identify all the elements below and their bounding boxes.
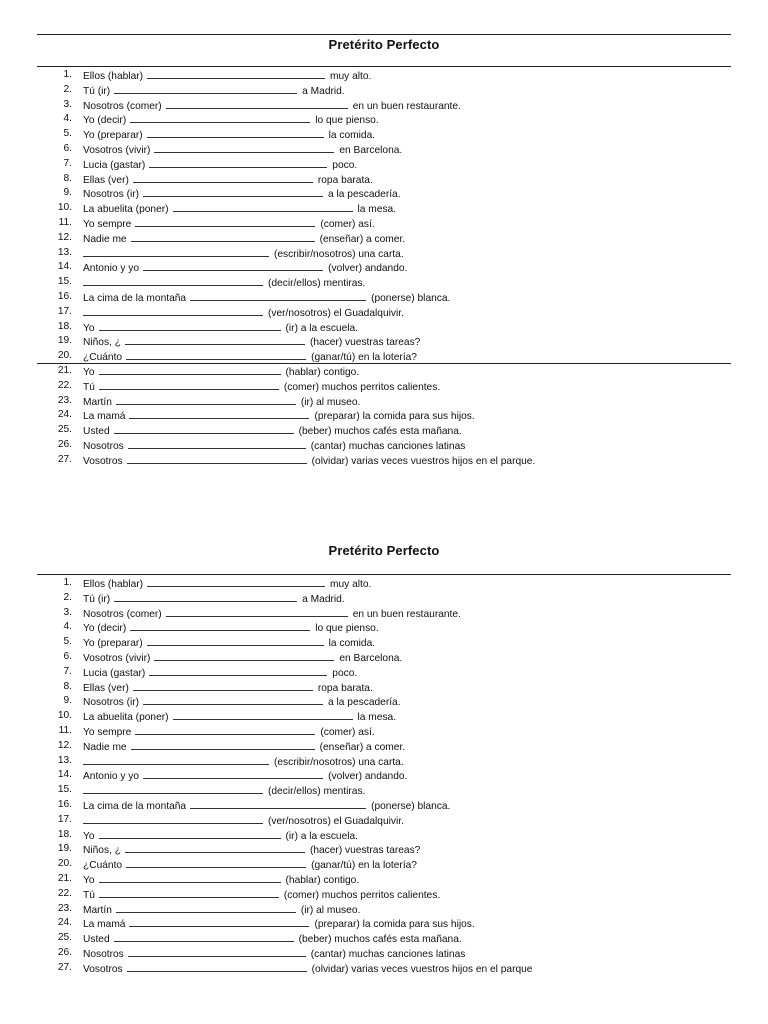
item-prompt: La cima de la montaña bbox=[83, 801, 187, 812]
item-number: 5. bbox=[63, 128, 72, 140]
item-number: 14. bbox=[57, 261, 72, 273]
item-number: 14. bbox=[57, 769, 72, 781]
item-prompt: Nosotros (ir) bbox=[83, 697, 140, 709]
item-number: 26. bbox=[57, 947, 72, 958]
item-completion: muy alto. bbox=[330, 71, 372, 82]
item-prompt: Antonio y yo bbox=[83, 771, 140, 783]
item-completion: la comida. bbox=[328, 638, 376, 650]
item-number: 13. bbox=[57, 246, 72, 258]
item-number: 27. bbox=[57, 453, 72, 465]
item-number: 1. bbox=[63, 69, 72, 80]
item-prompt: Yo bbox=[83, 322, 95, 334]
item-completion: (ver/nosotros) el Guadalquivir. bbox=[268, 815, 404, 827]
item-number: 26. bbox=[57, 439, 72, 450]
item-completion: a la pescadería. bbox=[328, 697, 401, 709]
item-completion: (ir) al museo. bbox=[300, 904, 361, 916]
item-completion: lo que pienso. bbox=[315, 115, 379, 127]
item-number: 8. bbox=[63, 680, 72, 692]
answer-blank[interactable] bbox=[114, 82, 297, 94]
answer-blank[interactable] bbox=[99, 319, 281, 331]
item-number: 11. bbox=[58, 725, 72, 736]
item-completion: la mesa. bbox=[357, 712, 397, 724]
item-completion: (volver) andando. bbox=[328, 771, 408, 783]
item-completion: lo que pienso. bbox=[315, 623, 379, 635]
item-prompt: Ellas (ver) bbox=[83, 682, 129, 694]
item-prompt: Yo (preparar) bbox=[83, 638, 143, 650]
item-completion: (preparar) la comida para sus hijos. bbox=[314, 411, 475, 423]
item-prompt: Vosotros bbox=[83, 963, 123, 975]
item-number: 22. bbox=[57, 887, 72, 899]
item-number: 7. bbox=[63, 157, 72, 169]
item-prompt: Niños, ¿ bbox=[83, 845, 121, 857]
item-prompt: Yo (preparar) bbox=[83, 130, 143, 142]
item-prompt: Nosotros (comer) bbox=[83, 100, 162, 112]
item-completion: (comer) muchos perritos calientes. bbox=[283, 889, 441, 901]
answer-blank[interactable] bbox=[114, 930, 294, 942]
item-completion: (decir/ellos) mentiras. bbox=[268, 786, 366, 798]
item-prompt: Ellos (hablar) bbox=[83, 579, 144, 590]
item-number: 21. bbox=[57, 365, 72, 376]
answer-blank[interactable] bbox=[128, 945, 306, 957]
item-number: 12. bbox=[57, 739, 72, 751]
item-number: 10. bbox=[57, 710, 72, 722]
answer-blank[interactable] bbox=[166, 605, 348, 617]
item-number: 20. bbox=[57, 858, 72, 870]
item-completion: a Madrid. bbox=[302, 593, 345, 605]
item-completion: (hacer) vuestras tareas? bbox=[309, 337, 421, 349]
answer-blank[interactable] bbox=[128, 437, 306, 449]
item-number: 6. bbox=[63, 143, 72, 154]
item-number: 8. bbox=[63, 172, 72, 184]
item-number: 21. bbox=[57, 873, 72, 884]
item-number: 7. bbox=[63, 665, 72, 677]
answer-blank[interactable] bbox=[154, 649, 334, 661]
item-prompt: Vosotros bbox=[83, 455, 123, 467]
item-completion: (ganar/tú) en la lotería? bbox=[311, 352, 417, 364]
answer-blank[interactable] bbox=[149, 156, 327, 168]
item-number: 18. bbox=[57, 320, 72, 332]
item-prompt: Vosotros (vivir) bbox=[83, 145, 151, 156]
item-completion: (olvidar) varias veces vuestros hijos en el parque bbox=[311, 963, 533, 975]
item-completion: a la pescadería. bbox=[328, 189, 401, 201]
item-prompt: Nosotros bbox=[83, 949, 124, 960]
item-prompt: Nosotros (comer) bbox=[83, 608, 162, 620]
item-prompt: La mamá bbox=[83, 411, 126, 423]
item-number: 6. bbox=[63, 651, 72, 662]
item-completion: (hacer) vuestras tareas? bbox=[309, 845, 421, 857]
item-number: 17. bbox=[57, 813, 72, 825]
item-completion: (ir) a la escuela. bbox=[285, 830, 359, 842]
item-number: 19. bbox=[57, 843, 72, 855]
item-number: 25. bbox=[57, 424, 72, 436]
answer-blank[interactable] bbox=[127, 452, 307, 464]
item-number: 2. bbox=[63, 83, 72, 95]
item-completion: ropa barata. bbox=[317, 682, 373, 694]
item-completion: poco. bbox=[332, 667, 358, 679]
item-completion: (cantar) muchas canciones latinas bbox=[310, 441, 466, 452]
answer-blank[interactable] bbox=[133, 679, 313, 691]
answer-blank[interactable] bbox=[129, 407, 309, 419]
answer-blank[interactable] bbox=[143, 259, 323, 271]
answer-blank[interactable] bbox=[116, 901, 296, 913]
answer-blank[interactable] bbox=[83, 245, 269, 257]
item-completion: (volver) andando. bbox=[328, 263, 408, 275]
answer-blank[interactable] bbox=[125, 333, 305, 345]
item-prompt: Yo (decir) bbox=[83, 115, 127, 127]
item-prompt: Lucia (gastar) bbox=[83, 159, 146, 171]
item-number: 4. bbox=[63, 621, 72, 633]
answer-blank[interactable] bbox=[83, 753, 269, 765]
item-prompt: ¿Cuánto bbox=[83, 860, 123, 872]
item-number: 9. bbox=[63, 695, 72, 707]
item-prompt: Nosotros bbox=[83, 441, 124, 452]
item-prompt: Nadie me bbox=[83, 741, 127, 753]
answer-blank[interactable] bbox=[190, 797, 366, 809]
item-number: 5. bbox=[63, 636, 72, 648]
item-completion: (ganar/tú) en la lotería? bbox=[311, 860, 417, 872]
answer-blank[interactable] bbox=[147, 634, 324, 646]
item-number: 3. bbox=[63, 606, 72, 618]
item-number: 23. bbox=[57, 902, 72, 914]
item-completion: (comer) muchos perritos calientes. bbox=[283, 381, 441, 393]
item-number: 2. bbox=[63, 591, 72, 603]
item-prompt: Yo sempre bbox=[83, 727, 132, 738]
answer-blank[interactable] bbox=[99, 871, 281, 883]
answer-blank[interactable] bbox=[129, 915, 309, 927]
item-prompt: Yo bbox=[83, 875, 95, 886]
answer-blank[interactable] bbox=[130, 619, 310, 631]
item-number: 3. bbox=[63, 98, 72, 110]
item-completion: en un buen restaurante. bbox=[352, 100, 461, 112]
item-number: 13. bbox=[57, 754, 72, 766]
answer-blank[interactable] bbox=[166, 97, 348, 109]
answer-blank[interactable] bbox=[147, 67, 325, 79]
answer-blank[interactable] bbox=[83, 274, 263, 286]
item-prompt: Tú bbox=[83, 889, 95, 901]
item-completion: (beber) muchos cafés esta mañana. bbox=[298, 934, 462, 946]
item-number: 12. bbox=[57, 231, 72, 243]
item-completion: (comer) así. bbox=[320, 727, 375, 738]
item-number: 23. bbox=[57, 394, 72, 406]
item-number: 15. bbox=[57, 276, 72, 288]
item-completion: (decir/ellos) mentiras. bbox=[268, 278, 366, 290]
item-completion: (escribir/nosotros) una carta. bbox=[274, 248, 404, 260]
item-completion: (ir) al museo. bbox=[300, 396, 361, 408]
item-completion: en Barcelona. bbox=[339, 145, 403, 156]
item-completion: (olvidar) varias veces vuestros hijos en el parque. bbox=[311, 455, 536, 467]
item-completion: a Madrid. bbox=[302, 85, 345, 97]
answer-blank[interactable] bbox=[154, 141, 334, 153]
item-completion: (comer) así. bbox=[320, 219, 375, 230]
answer-blank[interactable] bbox=[131, 230, 315, 242]
answer-blank[interactable] bbox=[126, 856, 306, 868]
answer-blank[interactable] bbox=[149, 664, 327, 676]
item-number: 1. bbox=[63, 577, 72, 588]
item-number: 4. bbox=[63, 113, 72, 125]
answer-blank[interactable] bbox=[116, 393, 296, 405]
item-completion: (ver/nosotros) el Guadalquivir. bbox=[268, 307, 404, 319]
item-completion: (preparar) la comida para sus hijos. bbox=[314, 919, 475, 931]
item-prompt: La abuelita (poner) bbox=[83, 204, 169, 216]
answer-blank[interactable] bbox=[83, 782, 263, 794]
item-completion: (hablar) contigo. bbox=[285, 367, 360, 378]
item-prompt: Martín bbox=[83, 904, 112, 916]
answer-blank[interactable] bbox=[114, 590, 297, 602]
item-prompt: Niños, ¿ bbox=[83, 337, 121, 349]
answer-blank[interactable] bbox=[99, 378, 279, 390]
item-prompt: Ellos (hablar) bbox=[83, 71, 144, 82]
answer-blank[interactable] bbox=[135, 723, 315, 735]
item-prompt: Vosotros (vivir) bbox=[83, 653, 151, 664]
answer-blank[interactable] bbox=[143, 693, 323, 705]
answer-blank[interactable] bbox=[99, 886, 279, 898]
item-completion: muy alto. bbox=[330, 579, 372, 590]
item-number: 16. bbox=[57, 291, 72, 302]
item-prompt: Nosotros (ir) bbox=[83, 189, 140, 201]
item-completion: ropa barata. bbox=[317, 174, 373, 186]
item-prompt: Antonio y yo bbox=[83, 263, 140, 275]
item-completion: en un buen restaurante. bbox=[352, 608, 461, 620]
answer-blank[interactable] bbox=[83, 812, 263, 824]
item-completion: la mesa. bbox=[357, 204, 397, 216]
item-prompt: Ellas (ver) bbox=[83, 174, 129, 186]
answer-blank[interactable] bbox=[131, 738, 315, 750]
item-number: 16. bbox=[57, 799, 72, 810]
item-completion: (ir) a la escuela. bbox=[285, 322, 359, 334]
answer-blank[interactable] bbox=[147, 575, 325, 587]
item-number: 24. bbox=[57, 409, 72, 421]
answer-blank[interactable] bbox=[99, 363, 281, 375]
item-number: 19. bbox=[57, 335, 72, 347]
item-completion: la comida. bbox=[328, 130, 376, 142]
answer-blank[interactable] bbox=[143, 767, 323, 779]
answer-blank[interactable] bbox=[173, 708, 353, 720]
answer-blank[interactable] bbox=[127, 960, 307, 972]
item-completion: (enseñar) a comer. bbox=[319, 233, 406, 245]
item-prompt: Tú bbox=[83, 381, 95, 393]
item-number: 18. bbox=[57, 828, 72, 840]
item-number: 24. bbox=[57, 917, 72, 929]
item-prompt: Martín bbox=[83, 396, 112, 408]
item-number: 10. bbox=[57, 202, 72, 214]
item-prompt: ¿Cuánto bbox=[83, 352, 123, 364]
item-prompt: Usted bbox=[83, 934, 110, 946]
answer-blank[interactable] bbox=[173, 200, 353, 212]
answer-blank[interactable] bbox=[99, 827, 281, 839]
answer-blank[interactable] bbox=[125, 841, 305, 853]
item-prompt: Yo bbox=[83, 830, 95, 842]
item-number: 9. bbox=[63, 187, 72, 199]
item-completion: (ponerse) blanca. bbox=[371, 801, 451, 812]
item-prompt: La mamá bbox=[83, 919, 126, 931]
item-prompt: Yo bbox=[83, 367, 95, 378]
item-prompt: Usted bbox=[83, 426, 110, 438]
answer-blank[interactable] bbox=[126, 348, 306, 360]
item-number: 25. bbox=[57, 932, 72, 944]
item-completion: (enseñar) a comer. bbox=[319, 741, 406, 753]
top-rule-1 bbox=[37, 34, 731, 35]
item-prompt: La abuelita (poner) bbox=[83, 712, 169, 724]
answer-blank[interactable] bbox=[130, 111, 310, 123]
item-completion: en Barcelona. bbox=[339, 653, 403, 664]
answer-blank[interactable] bbox=[143, 185, 323, 197]
item-number: 17. bbox=[57, 305, 72, 317]
item-prompt: Nadie me bbox=[83, 233, 127, 245]
item-prompt: La cima de la montaña bbox=[83, 293, 187, 304]
item-number: 20. bbox=[57, 350, 72, 362]
answer-blank[interactable] bbox=[83, 304, 263, 316]
item-completion: (escribir/nosotros) una carta. bbox=[274, 756, 404, 768]
item-number: 15. bbox=[57, 784, 72, 796]
item-prompt: Tú (ir) bbox=[83, 593, 111, 605]
item-prompt: Lucia (gastar) bbox=[83, 667, 146, 679]
answer-blank[interactable] bbox=[135, 215, 315, 227]
item-completion: poco. bbox=[332, 159, 358, 171]
answer-blank[interactable] bbox=[190, 289, 366, 301]
item-prompt: Yo (decir) bbox=[83, 623, 127, 635]
answer-blank[interactable] bbox=[133, 171, 313, 183]
answer-blank[interactable] bbox=[114, 422, 294, 434]
item-number: 11. bbox=[58, 217, 72, 228]
item-completion: (cantar) muchas canciones latinas bbox=[310, 949, 466, 960]
answer-blank[interactable] bbox=[147, 126, 324, 138]
section-title-1: Pretérito Perfecto bbox=[328, 37, 440, 52]
item-number: 22. bbox=[57, 379, 72, 391]
item-text bbox=[83, 960, 532, 977]
item-text bbox=[83, 452, 535, 469]
mid-rule-1 bbox=[37, 363, 731, 364]
section-title-2: Pretérito Perfecto bbox=[328, 543, 440, 558]
item-number: 27. bbox=[57, 961, 72, 973]
item-completion: (beber) muchos cafés esta mañana. bbox=[298, 426, 462, 438]
item-completion: (hablar) contigo. bbox=[285, 875, 360, 886]
item-prompt: Tú (ir) bbox=[83, 85, 111, 97]
item-prompt: Yo sempre bbox=[83, 219, 132, 230]
item-completion: (ponerse) blanca. bbox=[371, 293, 451, 304]
